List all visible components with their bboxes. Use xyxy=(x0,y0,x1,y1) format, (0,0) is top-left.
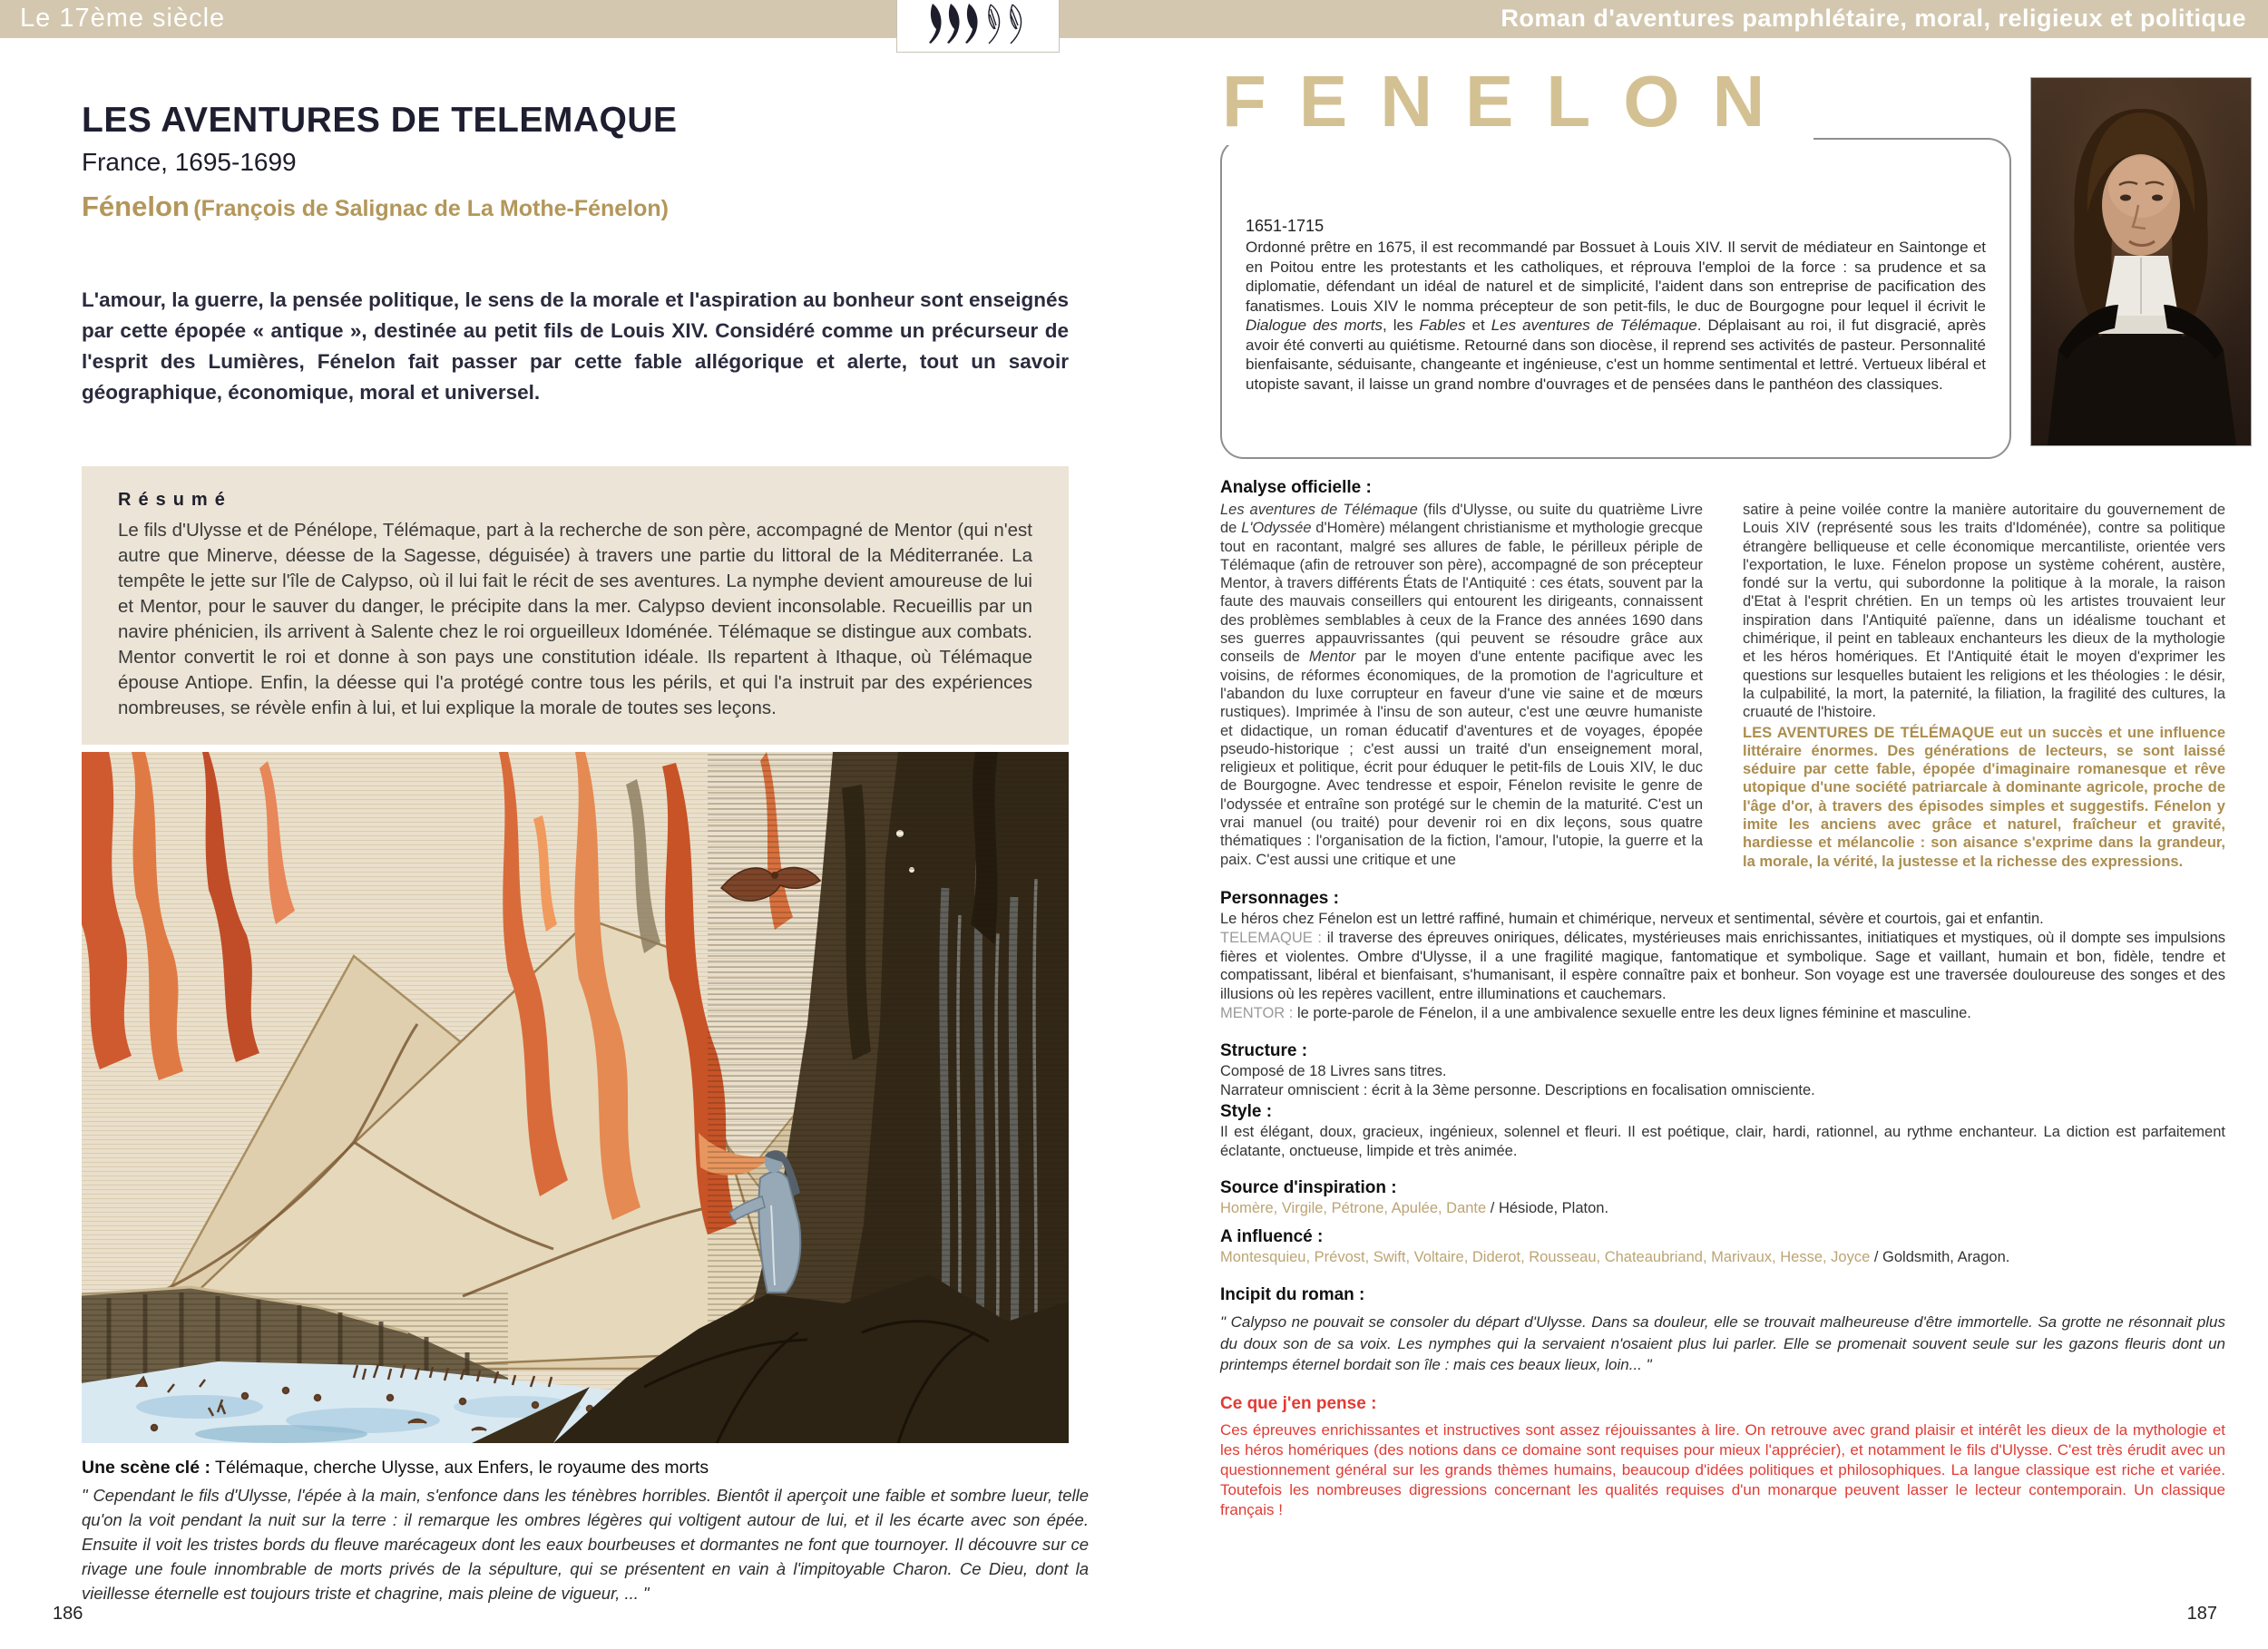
analysis-columns xyxy=(1220,501,2225,871)
opinion-section xyxy=(1220,1393,2225,1520)
incipit-section xyxy=(1220,1284,2225,1376)
publisher-logo xyxy=(896,0,1060,53)
author-line xyxy=(82,190,1069,229)
style-heading: Style : xyxy=(1220,1101,1273,1121)
analysis-heading: Analyse officielle : xyxy=(1220,478,1372,497)
sources-heading: Source d'inspiration : xyxy=(1220,1178,1397,1198)
era-label: Le 17ème siècle xyxy=(20,4,226,33)
author-full-name: (François de Salignac de La Mothe-Fénelon) xyxy=(193,196,669,221)
caption-scene: Télémaque, cherche Ulysse, aux Enfers, le royaume des morts xyxy=(210,1458,709,1478)
sources-section xyxy=(1220,1177,2225,1267)
personnages-section xyxy=(1220,888,2225,1023)
resume-title: Résumé xyxy=(118,490,232,510)
caption-quote: " Cependant le fils d'Ulysse, l'épée à la main, s'enfonce dans les ténèbres horribles. Bientôt il aperçoit une faible et sombre lueur, telle qu'on la voit pendant la nuit sur la terre : il remarque les ombres légères qui voltigent autour de lui, et il les écarte avec son épée. Ensuite il voit les tristes bords du fleuve marécageux dont les eaux bourbeuses et dormantes ne font que tournoyer. Il découvre sur ce rivage une foule innombrable de morts privés de la sépulture, qui se présentent en vain à l'impitoyable Charon. Ce Dieu, dont la vieillesse éternelle est toujours triste et chagrine, mais pleine de vigueur, ... " xyxy=(82,1486,1089,1603)
incipit-quote: " Calypso ne pouvait se consoler du départ d'Ulysse. Dans sa douleur, elle se trouvait malheureuse d'être immortelle. Sa grotte ne résonnait plus du doux son de sa voix. Les nymphes qui la servaient n'osaient plus lui parler. Elle se promenait souvent seule sur les gazons fleuris dont un printemps éternel bordait son île : mais ces beaux lieux, loin... " xyxy=(1220,1313,2225,1374)
page-number-left: 186 xyxy=(53,1604,83,1624)
influence-heading: A influencé : xyxy=(1220,1226,1324,1246)
analysis-block xyxy=(1220,477,2225,1520)
author-name: Fénelon xyxy=(82,190,190,222)
influence-gold-names: Montesquieu, Prévost, Swift, Voltaire, Diderot, Rousseau, Chateaubriand, Marivaux, Hesse, Joyce xyxy=(1220,1248,1871,1265)
structure-line-2: Narrateur omniscient : écrit à la 3ème personne. Descriptions en focalisation omnisciente. xyxy=(1220,1082,1815,1099)
key-scene-painting xyxy=(82,752,1069,1443)
personnages-intro: Le héros chez Fénelon est un lettré raffiné, humain et chimérique, nerveux et sentimental, sévère et courtois, gai et enfantin. xyxy=(1220,910,2044,927)
analysis-col-1: Les aventures de Télémaque (fils d'Ulysse, ou suite du quatrième Livre de L'Odyssée d'Homère) mélangent christianisme et mythologie grecque tout en racontant, malgré ses allures de fable, le périlleux périple de Télémaque (afin de retrouver son père), accompagné de son précepteur Mentor, à travers différents États de l'Antiquité : ces états, souvent par la faute des mauvais conseillers qui entourent les dirigeants, connaissent des problèmes semblables à ceux de la France des années 1690 dans ses guerres appauvrissantes (qui peuvent se résoudre grâce aux conseils de Mentor par le moyen d'une entente pacifique avec les voisins, de réformes économiques, de la promotion de l'agriculture et l'abandon du luxe corrupteur en faveur d'une vie saine et de mœurs rustiques). Imprimée à l'insu de son auteur, c'est une œuvre humaniste et didactique, un roman éducatif d'aventures et de voyages, épopée pseudo-historique ; c'est aussi un traité d'un enseignement moral, religieux et politique, écrit pour éduquer le petit-fils de Louis XIV, le duc de Bourgogne. Avec tendresse et espoir, Fénelon revisite le genre de l'odyssée et entraîne son protégé sur le chemin de la maturité. C'est un vrai manuel (ou traité) pour devenir roi en dix leçons, sous quatre thématiques : l'organisation de la fiction, l'amour, l'utopie, la guerre et la paix. C'est aussi une critique et une xyxy=(1220,502,1703,868)
genre-label: Roman d'aventures pamphlétaire, moral, religieux et politique xyxy=(1501,5,2246,32)
fenelon-portrait xyxy=(2030,77,2252,446)
author-header: FENELON xyxy=(1222,63,1813,145)
structure-heading: Structure : xyxy=(1220,1040,1308,1060)
country-years: France, 1695-1699 xyxy=(82,148,297,176)
analysis-gold-paragraph: LES AVENTURES DE TÉLÉMAQUE eut un succès et une influence littéraire énormes. Des générations de lecteurs, se sont laissé séduire par cette fable, épopée d'imaginaire romanesque et rêve utopique d'une société patriarcale à dominante agricole, proche de l'âge d'or, à travers des épisodes simples et suggestifs. Fénelon y imite les anciens avec grâce et naturel, fraîcheur et gravité, hardiesse et mélancolie : son aisance s'exprime dans la grandeur, la morale, la vérité, la justesse et la richesse des expressions. xyxy=(1743,724,2225,870)
resume-text: Le fils d'Ulysse et de Pénélope, Télémaque, part à la recherche de son père, accompagné de Mentor (qui n'est autre que Minerve, déesse de la Sagesse, déguisée) à travers une partie du littoral de la Méditerranée. La tempête le jette sur l'île de Calypso, où il lui fait le récit de ses aventures. La nymphe devient amoureuse de lui et Mentor, pour le sauver du danger, le précipite dans la mer. Calypso devient inconsolable. Recueillis par un navire phénicien, ils arrivent à Salente chez le roi orgueilleux Idoménée. Télémaque se distingue aux combats. Mentor convertit le roi et donne à son pays une constitution idéale. Ils repartent à Ithaque, où Télémaque épouse Antiope. Enfin, la déesse qui l'a protégé contre tous les périls, et qui l'a instruit par des expériences nombreuses, se révèle enfin à lui, et lui explique la morale de toutes ses leçons. xyxy=(118,520,1032,718)
opinion-heading: Ce que j'en pense : xyxy=(1220,1393,1377,1413)
mentor-text: le porte-parole de Fénelon, il a une ambivalence sexuelle entre les deux lignes féminine et masculine. xyxy=(1293,1004,1971,1021)
top-banner xyxy=(0,0,2268,38)
mentor-label: MENTOR : xyxy=(1220,1004,1294,1021)
author-bio-box xyxy=(1220,138,2011,459)
telemaque-label: TELEMAQUE : xyxy=(1220,929,1323,946)
style-text: Il est élégant, doux, gracieux, ingénieux, solennel et fleuri. Il est poétique, clair, hardi, rationnel, au rythme enchanteur. La diction est parfaitement éclatante, onctueuse, limpide et très animée. xyxy=(1220,1123,2225,1159)
page-number-right: 187 xyxy=(2186,1604,2217,1624)
structure-line-1: Composé de 18 Livres sans titres. xyxy=(1220,1062,1447,1079)
personnages-heading: Personnages : xyxy=(1220,888,1339,908)
resume-box xyxy=(82,466,1069,745)
influence-rest: / Goldsmith, Aragon. xyxy=(1870,1248,2010,1265)
intro-paragraph: L'amour, la guerre, la pensée politique, le sens de la morale et l'aspiration au bonheur sont enseignés par cette épopée « antique », destinée au petit fils de Louis XIV. Considéré comme un précurseur de l'esprit des Lumières, Fénelon fait passer par cette fable allégorique et alerte, tout un savoir géographique, économique, moral et universel. xyxy=(82,288,1069,404)
structure-section xyxy=(1220,1040,2225,1161)
author-bio-text: Ordonné prêtre en 1675, il est recommandé par Bossuet à Louis XIV. Il servit de médiateur en Saintonge et en Poitou entre les protestants et les catholiques, et réprouva l'emploi de la force : sa prudence et sa diplomatie, défendant un idéal de naturel et de simplicité, l'aident dans son entreprise de pacification des fanatismes. Louis XIV le nomma précepteur de son petit-fils, le duc de Bourgogne pour lequel il écrivit le Dialogue des morts, les Fables et Les aventures de Télémaque. Déplaisant au roi, il fut disgracié, après avoir été converti au quiétisme. Retourné dans son diocèse, il reprend ses activités de pasteur. Personnalité bienfaisante, séduisante, changeante et ingénieuse, c'est un homme sentimental et lettré. Vertueux libéral et utopiste savant, il laisse un grand nombre d'ouvrages et de pensées dans le panthéon des classiques. xyxy=(1246,239,1987,393)
scene-caption xyxy=(82,1456,1089,1605)
opinion-text: Ces épreuves enrichissantes et instructives sont assez réjouissantes à lire. On retrouve avec grand plaisir et intérêt les dieux de la mythologie et les héros homériques (des notions dans ce domaine sont requises pour mieux l'apprécier), et notamment le fils d'Ulysse. C'est très érudit avec un questionnement général sur les grands thèmes humains, beaucoup d'idées politiques et philosophiques. La langue classique est riche et variée. Toutefois les nombreuses digressions concernant les qualités requises d'un monarque peuvent lasser le lecteur contemporain. Un classique français ! xyxy=(1220,1420,2225,1518)
page-title: LES AVENTURES DE TELEMAQUE xyxy=(82,101,678,140)
left-page xyxy=(82,101,1089,1605)
sources-rest: / Hésiode, Platon. xyxy=(1486,1200,1609,1217)
sources-gold-names: Homère, Virgile, Pétrone, Apulée, Dante xyxy=(1220,1200,1487,1217)
author-years: 1651-1715 xyxy=(1246,217,1325,235)
analysis-col-2: satire à peine voilée contre la manière autoritaire du gouvernement de Louis XIV (représenté sous les traits d'Idoménée), contre sa politique étrangère belliqueuse et celle économique mercantiliste, orientée vers l'exportation, le luxe. Fénelon propose un système cohérent, austère, fondé sur la vertu, qui subordonne la politique à la morale, la raison d'Etat à l'esprit chrétien. En un temps où les artistes trouvaient leur inspiration dans l'Antiquité païenne, dans un idéalisme touchant et chimérique, il peint en tableaux enchanteurs les dieux de la mythologie et les héros homériques. Et l'Antiquité était le moyen d'exprimer les questions sur lesquelles butaient les religions et les théologies : le désir, la culpabilité, la mort, la paternité, la filiation, la fragilité des cultures, la cruauté de l'histoire. LES AVENTURES DE TÉLÉMAQUE eut un succès et une influence littéraire énormes. Des générations de lecteurs, se sont laissé séduire par cette fable, épopée d'imaginaire romanesque et rêve utopique d'une société patriarcale à dominante agricole, proche de l'âge d'or, à travers des épisodes simples et suggestifs. Fénelon y imite les anciens avec grâce et naturel, fraîcheur et gravité, hardiesse et mélancolie : son aisance s'exprime dans la grandeur, la morale, la vérité, la justesse et la richesse des expressions. xyxy=(1743,502,2225,870)
quill-feathers-icon xyxy=(920,2,1036,50)
incipit-heading: Incipit du roman : xyxy=(1220,1285,1365,1305)
telemaque-text: il traverse des épreuves oniriques, délicates, mystérieuses mais enrichissantes, initiatiques et mystiques, où il dompte ses impulsions fières et violentes. Ombre d'Ulysse, il a une fragilité magique, fantomatique et symbolique. Sage et vaillant, humain et bon, fidèle, tendre et compatissant, libéral et bienfaisant, s'humanisant, il espère connaître paix et bonheur. Son voyage est une traversée douloureuse des songes et des illusions où les repères vacillent, entre illuminations et cauchemars. xyxy=(1220,929,2225,1003)
caption-label: Une scène clé : xyxy=(82,1458,210,1478)
